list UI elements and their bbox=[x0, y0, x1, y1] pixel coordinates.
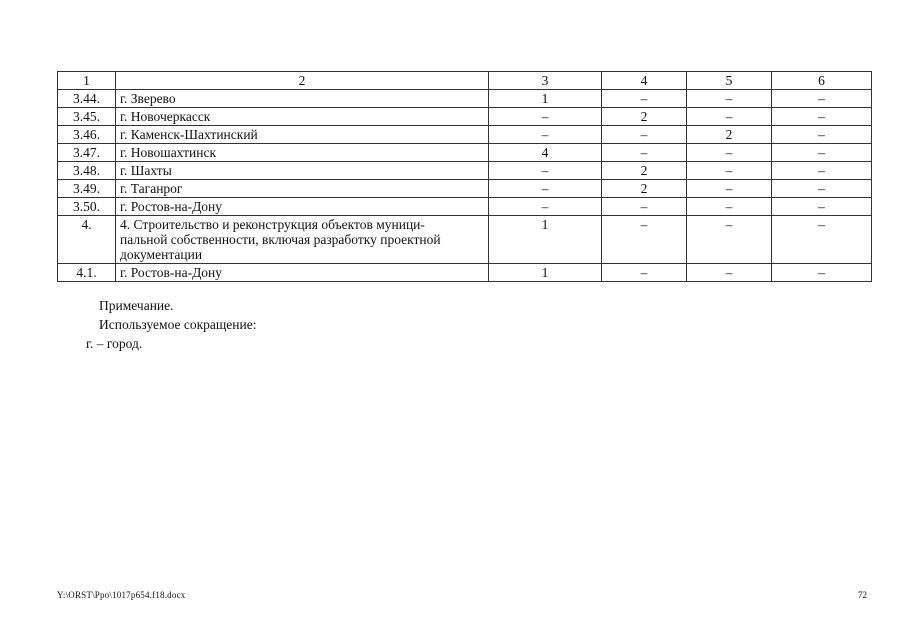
data-table bbox=[57, 71, 872, 282]
table-header-row bbox=[58, 72, 872, 90]
row-value-cell-c4: – bbox=[602, 126, 687, 144]
row-value-cell-c5: – bbox=[687, 162, 772, 180]
row-number-cell: 3.46. bbox=[58, 126, 116, 144]
row-value-cell-c5: 2 bbox=[687, 126, 772, 144]
table-body bbox=[58, 72, 872, 282]
row-name-line: г. Новочеркасск bbox=[120, 109, 211, 124]
table-row bbox=[58, 144, 872, 162]
header-cell: 5 bbox=[687, 72, 772, 90]
table-row bbox=[58, 108, 872, 126]
row-value-cell-c6: – bbox=[772, 162, 872, 180]
note-subtitle: Используемое сокращение: bbox=[99, 317, 257, 332]
note-title: Примечание. bbox=[99, 298, 174, 313]
header-cell: 1 bbox=[58, 72, 116, 90]
row-value-cell-c5: – bbox=[687, 216, 772, 264]
row-value-cell-c3: – bbox=[489, 108, 602, 126]
row-value-cell-c3: – bbox=[489, 180, 602, 198]
row-number-cell: 4.1. bbox=[58, 264, 116, 282]
row-value-cell-c5: – bbox=[687, 180, 772, 198]
row-value-cell-c4: – bbox=[602, 144, 687, 162]
row-name-cell bbox=[116, 198, 489, 216]
row-value-cell-c3: 1 bbox=[489, 90, 602, 108]
row-name-line: г. Новошахтинск bbox=[120, 145, 216, 160]
header-cell: 2 bbox=[116, 72, 489, 90]
note-block bbox=[86, 296, 257, 353]
row-value-cell-c6: – bbox=[772, 198, 872, 216]
row-name-line: г. Зверево bbox=[120, 91, 176, 106]
table-row bbox=[58, 198, 872, 216]
row-value-cell-c3: 1 bbox=[489, 264, 602, 282]
row-value-cell-c5: – bbox=[687, 144, 772, 162]
row-value-cell-c4: 2 bbox=[602, 108, 687, 126]
row-value-cell-c5: – bbox=[687, 198, 772, 216]
table-row bbox=[58, 90, 872, 108]
row-number-cell: 3.49. bbox=[58, 180, 116, 198]
table-row bbox=[58, 162, 872, 180]
table-row bbox=[58, 180, 872, 198]
row-number-cell: 3.44. bbox=[58, 90, 116, 108]
row-value-cell-c3: 1 bbox=[489, 216, 602, 264]
row-value-cell-c5: – bbox=[687, 264, 772, 282]
row-value-cell-c6: – bbox=[772, 108, 872, 126]
row-number-cell: 3.45. bbox=[58, 108, 116, 126]
note-abbreviation: г. – город. bbox=[86, 336, 143, 351]
header-cell: 6 bbox=[772, 72, 872, 90]
row-name-line: г. Таганрог bbox=[120, 181, 183, 196]
row-number-cell: 4. bbox=[58, 216, 116, 264]
row-number-cell: 3.47. bbox=[58, 144, 116, 162]
row-name-line: г. Каменск-Шахтинский bbox=[120, 127, 258, 142]
row-name-cell bbox=[116, 180, 489, 198]
row-value-cell-c3: – bbox=[489, 126, 602, 144]
row-value-cell-c3: – bbox=[489, 162, 602, 180]
row-name-line: 4. Строительство и реконструкция объектов муници- bbox=[120, 217, 425, 232]
table-row bbox=[58, 216, 872, 264]
row-name-line: г. Ростов-на-Дону bbox=[120, 199, 223, 214]
row-name-cell bbox=[116, 90, 489, 108]
header-cell: 3 bbox=[489, 72, 602, 90]
row-value-cell-c5: – bbox=[687, 90, 772, 108]
row-value-cell-c5: – bbox=[687, 108, 772, 126]
table-row bbox=[58, 126, 872, 144]
header-cell: 4 bbox=[602, 72, 687, 90]
row-value-cell-c4: – bbox=[602, 198, 687, 216]
table-row bbox=[58, 264, 872, 282]
row-name-line: г. Ростов-на-Дону bbox=[120, 265, 223, 280]
row-value-cell-c3: 4 bbox=[489, 144, 602, 162]
row-value-cell-c6: – bbox=[772, 90, 872, 108]
row-value-cell-c4: – bbox=[602, 90, 687, 108]
row-value-cell-c6: – bbox=[772, 126, 872, 144]
row-name-cell bbox=[116, 264, 489, 282]
row-value-cell-c4: – bbox=[602, 264, 687, 282]
row-value-cell-c3: – bbox=[489, 198, 602, 216]
row-value-cell-c6: – bbox=[772, 216, 872, 264]
row-name-cell bbox=[116, 162, 489, 180]
row-number-cell: 3.48. bbox=[58, 162, 116, 180]
row-value-cell-c4: 2 bbox=[602, 162, 687, 180]
row-value-cell-c6: – bbox=[772, 264, 872, 282]
row-number-cell: 3.50. bbox=[58, 198, 116, 216]
row-name-cell bbox=[116, 144, 489, 162]
row-name-cell bbox=[116, 108, 489, 126]
row-name-line: документации bbox=[120, 247, 203, 262]
row-value-cell-c4: 2 bbox=[602, 180, 687, 198]
row-name-cell bbox=[116, 216, 489, 264]
page-number: 72 bbox=[858, 590, 867, 600]
footer-file-path: Y:\ORST\Ppo\1017p654.f18.docx bbox=[57, 590, 186, 600]
row-value-cell-c6: – bbox=[772, 144, 872, 162]
row-name-line: пальной собственности, включая разработку проектной bbox=[120, 232, 441, 247]
row-value-cell-c6: – bbox=[772, 180, 872, 198]
row-name-cell bbox=[116, 126, 489, 144]
row-name-line: г. Шахты bbox=[120, 163, 172, 178]
row-value-cell-c4: – bbox=[602, 216, 687, 264]
